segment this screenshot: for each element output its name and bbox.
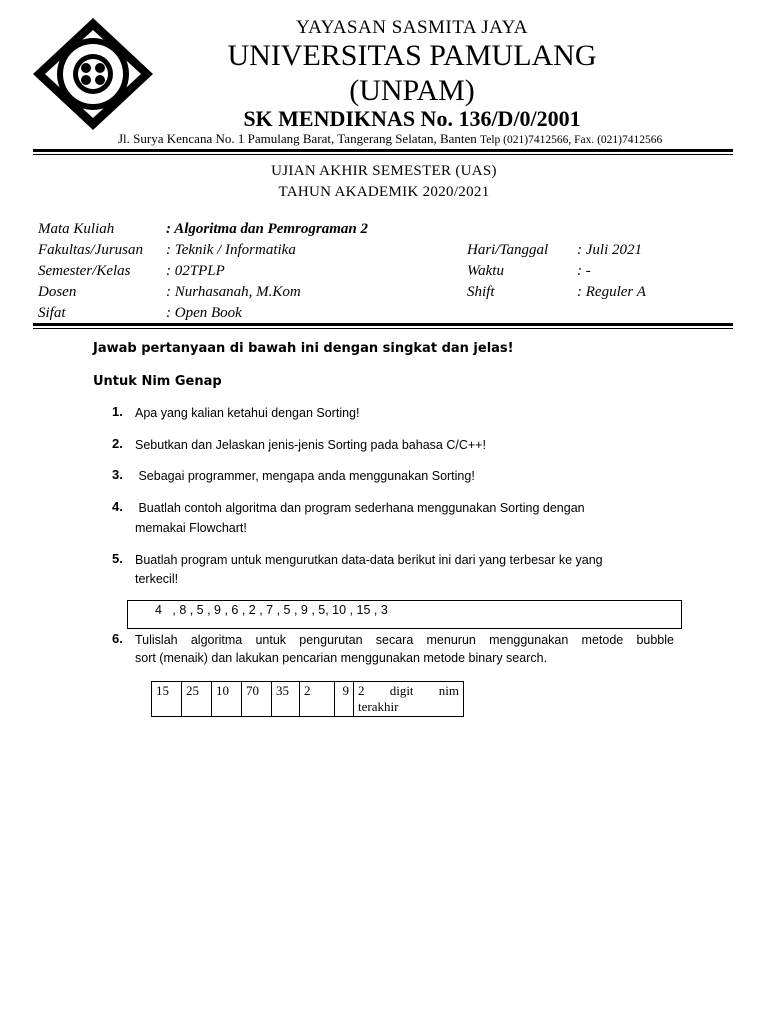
table-row: [152, 682, 464, 717]
question-number: 4.: [112, 499, 123, 514]
section-title: Untuk Nim Genap: [93, 374, 222, 389]
info-label-semester: Semester/Kelas: [38, 263, 131, 279]
question-text: Tulislah algoritma untuk pengurutan secara menurun menggunakan metode bubble: [135, 633, 674, 647]
sequence-data: 4 , 8 , 5 , 9 , 6 , 2 , 7 , 5 , 9 , 5, 10 , 15 , 3: [155, 603, 388, 617]
question-text-cont: sort (menaik) dan lakukan pencarian menggunakan metode binary search.: [135, 651, 548, 665]
info-label-nature: Sifat: [38, 305, 66, 321]
last-cell-line1: [358, 683, 459, 699]
last-cell-line2: terakhir: [358, 699, 399, 714]
address: Jl. Surya Kencana No. 1 Pamulang Barat, Tangerang Selatan, Banten: [118, 131, 477, 146]
table-cell: 25: [182, 682, 212, 717]
info-value-semester: : 02TPLP: [166, 263, 225, 279]
info-value-nature: : Open Book: [166, 305, 242, 321]
last-cell-word: 2: [358, 683, 365, 698]
exam-title: UJIAN AKHIR SEMESTER (UAS): [271, 163, 497, 179]
info-value-faculty: : Teknik / Informatika: [166, 242, 296, 258]
academic-year: TAHUN AKADEMIK 2020/2021: [278, 184, 490, 200]
info-rule-thin: [33, 328, 733, 329]
university-name: UNIVERSITAS PAMULANG: [227, 39, 597, 72]
table-cell: 15: [152, 682, 182, 717]
info-label-date: Hari/Tanggal: [467, 242, 549, 258]
table-cell: 9: [335, 682, 354, 717]
question-text: Buatlah contoh algoritma dan program sederhana menggunakan Sorting dengan: [135, 501, 585, 515]
question-text: Apa yang kalian ketahui dengan Sorting!: [135, 406, 360, 420]
info-label-lecturer: Dosen: [38, 284, 77, 300]
question-number: 6.: [112, 631, 123, 646]
info-value-date: : Juli 2021: [577, 242, 642, 258]
table-cell: 10: [212, 682, 242, 717]
question-text: Buatlah program untuk mengurutkan data-data berikut ini dari yang terbesar ke yang: [135, 553, 603, 567]
question-text-cont: terkecil!: [135, 572, 179, 586]
contact: Telp (021)7412566, Fax. (021)7412566: [480, 134, 663, 146]
question-text-cont: memakai Flowchart!: [135, 521, 247, 535]
table-cell-last: [354, 682, 464, 717]
header-rule-thick: [33, 149, 733, 152]
header-rule-thin: [33, 154, 733, 155]
question-text: Sebagai programmer, mengapa anda menggunakan Sorting!: [135, 469, 475, 483]
table-cell: 2: [300, 682, 335, 717]
university-abbr: (UNPAM): [349, 74, 475, 107]
question-number: 2.: [112, 436, 123, 451]
info-label-course: Mata Kuliah: [38, 221, 115, 237]
instructions: Jawab pertanyaan di bawah ini dengan singkat dan jelas!: [93, 341, 514, 356]
question-number: 1.: [112, 404, 123, 419]
question-number: 5.: [112, 551, 123, 566]
table-cell: 70: [242, 682, 272, 717]
info-label-time: Waktu: [467, 263, 504, 279]
info-label-faculty: Fakultas/Jurusan: [38, 242, 143, 258]
numbers-table: [151, 681, 464, 717]
university-logo: [31, 16, 155, 132]
decree-number: SK MENDIKNAS No. 136/D/0/2001: [243, 106, 581, 131]
info-label-shift: Shift: [467, 284, 495, 300]
info-rule-thick: [33, 323, 733, 326]
address-line: [118, 131, 738, 147]
info-value-shift: : Reguler A: [577, 284, 646, 300]
question-text: Sebutkan dan Jelaskan jenis-jenis Sorting pada bahasa C/C++!: [135, 438, 486, 452]
info-value-time: : -: [577, 263, 591, 279]
last-cell-word: digit: [389, 683, 414, 698]
foundation-name: YAYASAN SASMITA JAYA: [296, 17, 528, 38]
table-cell: 35: [272, 682, 300, 717]
info-value-lecturer: : Nurhasanah, M.Kom: [166, 284, 301, 300]
last-cell-word: nim: [438, 683, 459, 698]
question-number: 3.: [112, 467, 123, 482]
info-value-course: : Algoritma dan Pemrograman 2: [166, 221, 368, 237]
